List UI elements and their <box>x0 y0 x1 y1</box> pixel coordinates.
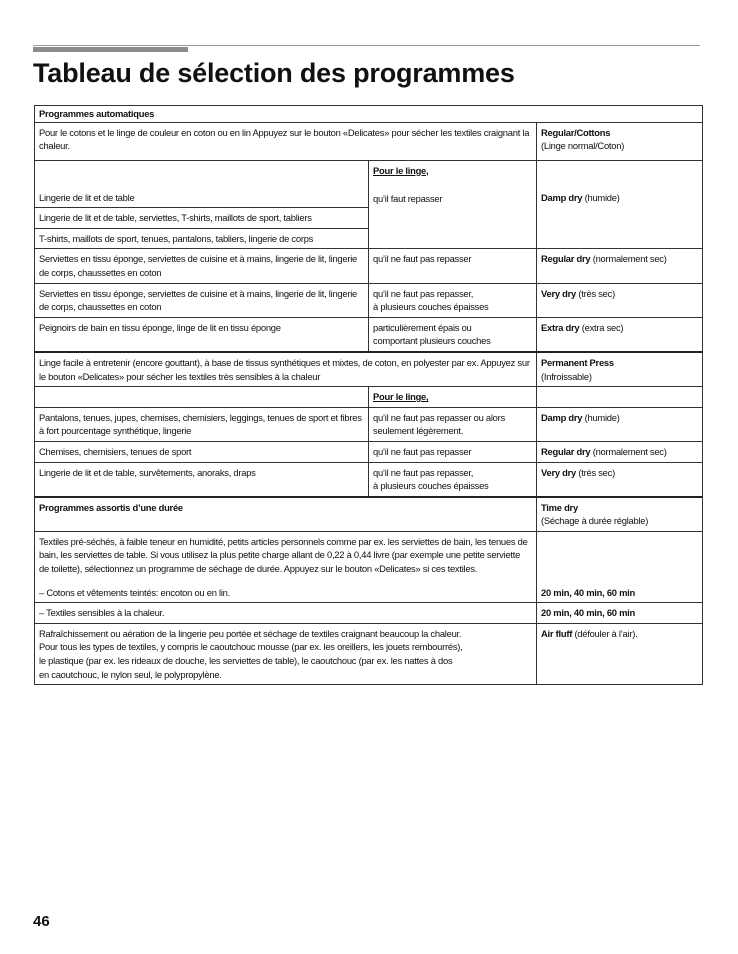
cotton-very-condition-1: qu’il ne faut pas repasser, <box>373 287 474 299</box>
table-row <box>35 603 703 624</box>
timed-spacer <box>39 576 532 586</box>
timed-header: Programmes assortis d’une durée <box>35 497 537 532</box>
timed-item-2-time-cell <box>537 603 703 624</box>
table-row <box>35 531 703 602</box>
perm-very-condition <box>369 462 537 497</box>
header-accent-bar <box>33 47 188 52</box>
timed-item-1-time-cell <box>537 531 703 602</box>
timed-program-sub: (Séchage à durée réglable) <box>541 515 649 527</box>
cotton-damp-rest: (humide) <box>584 191 620 203</box>
section-auto-label: Programmes automatiques <box>35 106 703 123</box>
cotton-program-sub: (Linge normal/Coton) <box>541 140 625 152</box>
cotton-very-result <box>537 283 703 317</box>
table-row <box>35 462 703 497</box>
perm-blank-cell <box>35 387 369 408</box>
timed-item-1-time: 20 min, 40 min, 60 min <box>541 586 636 598</box>
cotton-extra-name: Extra dry <box>541 321 580 333</box>
cotton-very-name: Very dry <box>541 287 577 299</box>
table-row <box>35 441 703 462</box>
cotton-extra-result <box>537 317 703 352</box>
cotton-damp-condition: qu’il faut repasser <box>369 191 537 249</box>
perm-description: Linge facile à entretenir (encore gouttant), à base de tissus synthétiques et mixtes, de coton, en polyester par ex. Appuyez sur le bouton «Delicates» pour sécher les textiles très sensibles à la chaleur <box>35 352 537 387</box>
cotton-extra-text: Peignoirs de bain en tissu éponge, linge de lit en tissu éponge <box>35 317 369 352</box>
perm-damp-condition <box>369 407 537 441</box>
cotton-item-3: T-shirts, maillots de sport, tenues, pantalons, tabliers, lingerie de corps <box>35 228 369 249</box>
air-desc-1: Rafraîchissement ou aération de la lingerie peu portée et séchage de textiles craignant beaucoup la chaleur. <box>39 627 462 639</box>
header-rule <box>33 45 700 46</box>
table-row <box>35 387 703 408</box>
perm-very-condition-2: à plusieurs couches épaisses <box>373 480 489 492</box>
cotton-regular-text: Serviettes en tissu éponge, serviettes de cuisine et à mains, lingerie de lit, lingerie de corps, chaussettes en coton <box>35 249 369 283</box>
table-row <box>35 497 703 532</box>
perm-pour-le-linge-cell <box>369 387 537 408</box>
cotton-regular-result <box>537 249 703 283</box>
perm-very-text: Lingerie de lit et de table, survêtements, anoraks, draps <box>35 462 369 497</box>
perm-program-name: Permanent Press <box>541 356 614 368</box>
cotton-damp-result <box>537 160 703 249</box>
cotton-very-text: Serviettes en tissu éponge, serviettes de cuisine et à mains, lingerie de lit, lingerie de corps, chaussettes en coton <box>35 283 369 317</box>
perm-very-condition-1: qu’il ne faut pas repasser, <box>373 466 474 478</box>
page-number: 46 <box>33 913 50 930</box>
perm-regular-name: Regular dry <box>541 445 591 457</box>
cotton-pour-le-linge-cell <box>369 160 537 191</box>
timed-program-name: Time dry <box>541 501 578 513</box>
perm-pour-le-linge: Pour le linge, <box>373 391 429 403</box>
table-row <box>35 352 703 387</box>
timed-item-2: – Textiles sensibles à la chaleur. <box>35 603 537 624</box>
perm-program-cell <box>537 352 703 387</box>
air-fluff-name: Air fluff <box>541 627 573 639</box>
cotton-extra-condition <box>369 317 537 352</box>
air-fluff-result <box>537 623 703 684</box>
cotton-pour-le-linge: Pour le linge, <box>373 164 429 176</box>
table-row <box>35 317 703 352</box>
timed-description-text: Textiles pré-séchés, à faible teneur en humidité, petits articles personnels comme par ex. les serviettes de bain, les tenues de bain, les serviettes de table. Si vous utilisez la plus petite charge allant de 0,22 à 0,44 livre (par exemple une petite serviette de toilette), sélectionnez un programme de séchage de durée. Appuyez sur le bouton «Delicates» si ces textiles. <box>39 535 528 575</box>
cotton-extra-rest: (extra sec) <box>581 321 624 333</box>
cotton-program-name: Regular/Cottons <box>541 126 611 138</box>
perm-regular-text: Chemises, chemisiers, tenues de sport <box>35 441 369 462</box>
cotton-blank-cell <box>35 160 369 191</box>
cotton-extra-condition-2: comportant plusieurs couches <box>373 335 491 347</box>
cotton-very-condition <box>369 283 537 317</box>
cotton-description: Pour le cotons et le linge de couleur en coton ou en lin Appuyez sur le bouton «Delicates» pour sécher les textiles craignant la chaleur. <box>35 122 537 160</box>
timed-description <box>35 531 537 602</box>
perm-regular-condition: qu’il ne faut pas repasser <box>369 441 537 462</box>
perm-damp-result <box>537 407 703 441</box>
table-row <box>35 407 703 441</box>
air-desc-4: en caoutchouc, le nylon seul, le polypropylène. <box>39 668 222 680</box>
cotton-regular-name: Regular dry <box>541 253 591 265</box>
table-row <box>35 122 703 160</box>
cotton-regular-condition: qu’il ne faut pas repasser <box>369 249 537 283</box>
timed-program-cell <box>537 497 703 532</box>
air-fluff-rest: (défouler à l’air). <box>574 627 638 639</box>
table-row <box>35 160 703 191</box>
table-row <box>35 623 703 684</box>
perm-damp-text: Pantalons, tenues, jupes, chemises, chemisiers, leggings, tenues de sport et fibres à fort pourcentage synthétique, lingerie <box>35 407 369 441</box>
cotton-item-2: Lingerie de lit et de table, serviettes, T-shirts, maillots de sport, tabliers <box>35 208 369 229</box>
perm-damp-condition-2: seulement légèrement. <box>373 425 464 437</box>
cotton-program-cell <box>537 122 703 160</box>
perm-damp-name: Damp dry <box>541 411 583 423</box>
cotton-very-rest: (très sec) <box>578 287 615 299</box>
table-row <box>35 249 703 283</box>
perm-damp-rest: (humide) <box>584 411 620 423</box>
air-fluff-description <box>35 623 537 684</box>
air-desc-2: Pour tous les types de textiles, y compris le caoutchouc mousse (par ex. les oreillers, les jouets rembourrés), <box>39 641 463 653</box>
perm-damp-condition-1: qu’il ne faut pas repasser ou alors <box>373 411 505 423</box>
perm-blank-result <box>537 387 703 408</box>
timed-item-2-time: 20 min, 40 min, 60 min <box>541 607 636 619</box>
air-desc-3: le plastique (par ex. les rideaux de douche, les serviettes de table), le caoutchouc (par ex. les nattes à dos <box>39 655 453 667</box>
cotton-extra-condition-1: particulièrement épais ou <box>373 321 472 333</box>
perm-very-name: Very dry <box>541 466 577 478</box>
perm-very-result <box>537 462 703 497</box>
perm-regular-result <box>537 441 703 462</box>
page-title: Tableau de sélection des programmes <box>33 58 515 88</box>
perm-very-rest: (très sec) <box>578 466 615 478</box>
program-selection-table <box>34 105 703 685</box>
cotton-damp-name: Damp dry <box>541 191 583 203</box>
perm-regular-rest: (normalement sec) <box>592 445 667 457</box>
table-section-header <box>35 106 703 123</box>
cotton-very-condition-2: à plusieurs couches épaisses <box>373 301 489 313</box>
cotton-item-1: Lingerie de lit et de table <box>35 191 369 208</box>
perm-program-sub: (Infroissable) <box>541 370 592 382</box>
table-row <box>35 283 703 317</box>
timed-item-1: – Cotons et vêtements teintés: encoton ou en lin. <box>39 586 231 598</box>
cotton-regular-rest: (normalement sec) <box>592 253 667 265</box>
